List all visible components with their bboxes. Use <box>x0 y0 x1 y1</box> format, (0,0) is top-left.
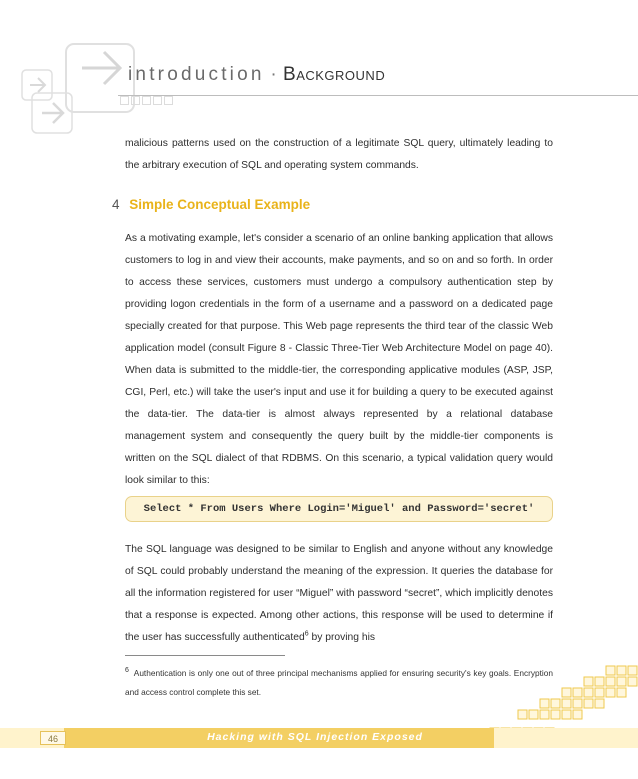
footer-book-title: Hacking with SQL Injection Exposed <box>207 731 423 743</box>
section-number: 4 <box>112 197 120 212</box>
after-paragraph-tail: by proving his <box>308 632 376 643</box>
intro-paragraph: malicious patterns used on the construction of a legitimate SQL query, ultimately leading to the arbitrary execution of SQL and operating system commands. <box>125 138 553 171</box>
footnote-marker: 6 <box>125 667 129 675</box>
header-mini-squares <box>120 96 173 105</box>
after-paragraph-text: The SQL language was designed to be similar to English and anyone without any knowledge of SQL could probably understand the meaning of the expression. It queries the database for all the information registered for user “Miguel” with password “secret”, which implicitly denotes that a response is expected. Among other actions, this response will be used to determine if the user has successfully authenticated <box>125 544 553 643</box>
running-header <box>128 64 385 86</box>
header-section: introduction <box>128 64 265 85</box>
after-paragraph <box>125 539 553 649</box>
sql-query: Select * From Users Where Login='Miguel' and Password='secret' <box>143 503 535 515</box>
section-heading <box>112 197 310 212</box>
code-box <box>125 496 553 522</box>
footnote-rule <box>125 655 285 656</box>
section-title: Simple Conceptual Example <box>129 197 311 212</box>
header-rule <box>118 95 638 96</box>
header-subsection: Background <box>283 64 386 85</box>
main-paragraph: As a motivating example, let's consider a scenario of an online banking application that allows customers to log in and view their accounts, make payments, and so on and so forth. In order to access these services, customers must undergo a compulsory authentication step by providing logon credentials in the form of a username and a password on a dedicated page specially created for that purpose. This Web page represents the third tear of the classic Web application model (consult Figure 8 - Classic Three-Tier Web Architecture Model on page 40). When data is submitted to the middle-tier, the corresponding applicative modules (ASP, JSP, CGI, Perl, etc.) will take the user's input and use it for building a query to be executed against the data-tier. The data-tier is almost always represented by a relational database management system and consequently the query built by the middle-tier components is written on the SQL dialect of that RDBMS. On this scenario, a typical validation query would look similar to this: <box>125 233 553 486</box>
footnote-text: Authentication is only one out of three principal mechanisms applied for ensuring security's key goals. Encryption and access control complete this set. <box>125 668 554 697</box>
footnote-reference: 6 <box>304 630 309 638</box>
page-number: 46 <box>40 731 66 745</box>
header-separator: · <box>270 64 278 85</box>
